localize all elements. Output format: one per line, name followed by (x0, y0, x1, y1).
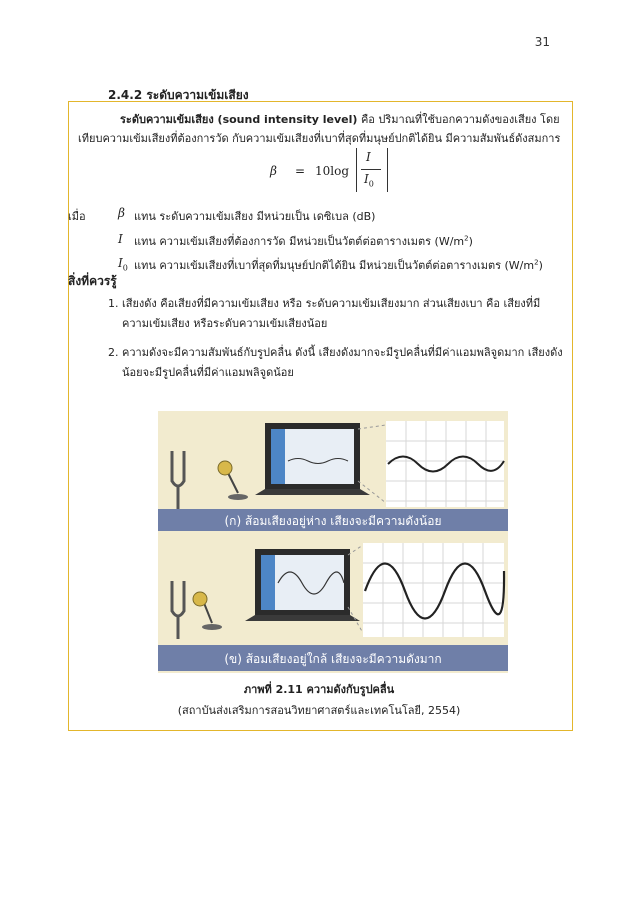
figure-caption-title: ภาพที่ 2.11 ความดังกับรูปคลื่น (243, 683, 395, 696)
def-symbol: I (118, 232, 123, 246)
list-item: 2. ความดังจะมีความสัมพันธ์กับรูปคลื่น ดังนี้ เสียงดังมากจะมีรูปคลื่นที่มีค่าแอมพลิจูดมาก เสียงดังน้อยจะมีรูปคลื่นที่มีค่าแอมพลิจูดน้อย (108, 346, 563, 379)
panel-a (158, 421, 508, 531)
microphone-icon (193, 592, 222, 630)
when-label: เมื่อ (68, 210, 86, 223)
def-text: แทน ความเข้มเสียงที่เบาที่สุดที่มนุษย์ปกติได้ยิน มีหน่วยเป็นวัตต์ต่อตารางเมตร (W/m (134, 259, 535, 272)
intro-paragraph (78, 110, 566, 148)
def-symbol: β (118, 206, 125, 220)
formula-coef: 10log (315, 164, 350, 178)
formula-beta: β (270, 164, 277, 178)
tuning-fork-icon (172, 451, 184, 509)
formula-equals: = (295, 164, 306, 178)
panel-a-caption: (ก) ส้อมเสียงอยู่ห่าง เสียงจะมีความดังน้อย (224, 514, 442, 528)
intro-bold-term: ระดับความเข้มเสียง (sound intensity level) (120, 113, 358, 126)
def-symbol: $I_0$ (118, 256, 128, 273)
figure-caption-source: (สถาบันส่งเสริมการสอนวิทยาศาสตร์และเทคโนโลยี, 2554) (177, 704, 461, 717)
page-number: 31 (534, 35, 550, 49)
section-heading: 2.4.2 ระดับความเข้มเสียง (108, 88, 249, 102)
microphone-icon (218, 461, 248, 500)
formula-numerator: I (366, 150, 371, 164)
should-know-heading: สิ่งที่ควรรู้ (68, 274, 117, 288)
waveform-grid-large (363, 543, 504, 637)
definition-row-i: I แทน ความเข้มเสียงที่ต้องการวัด มีหน่วยเป็นวัตต์ต่อตารางเมตร $(W/m^2)$ (118, 232, 473, 248)
tuning-fork-icon (172, 581, 184, 639)
def-text: แทน ความเข้มเสียงที่ต้องการวัด มีหน่วยเป็นวัตต์ต่อตารางเมตร (W/m (134, 235, 465, 248)
def-text: แทน ระดับความเข้มเสียง มีหน่วยเป็น เดซิเบล (dB) (134, 210, 376, 223)
laptop-icon (255, 423, 370, 495)
formula-fraction-line (361, 169, 381, 170)
panel-b-caption: (ข) ส้อมเสียงอยู่ใกล้ เสียงจะมีความดังมาก (224, 652, 442, 666)
formula-denominator: $I_0$ (364, 172, 374, 189)
definition-row-i0: $I_0$ แทน ความเข้มเสียงที่เบาที่สุดที่มนุษย์ปกติได้ยิน มีหน่วยเป็นวัตต์ต่อตารางเมตร $(W/m^2)$ (118, 256, 543, 273)
list-item: 1. เสียงดัง คือเสียงที่มีความเข้มเสียง หรือ ระดับความเข้มเสียงมาก ส่วนเสียงเบา คือ เสียงที่มีความเข้มเสียง หรือระดับความเข้มเสียงน้อย (108, 297, 541, 330)
laptop-icon (245, 549, 360, 621)
figure-image (158, 411, 508, 673)
intro-text: คือ ปริมาณที่ใช้บอกความดังของเสียง โดยเทียบความเข้มเสียงที่ต้องการวัด กับความเข้มเสียงที่เบาที่สุดที่มนุษย์ปกติได้ยิน มีความสัมพันธ์ดังสมการ (78, 113, 561, 145)
panel-b (158, 543, 508, 671)
waveform-grid-small (386, 421, 504, 507)
figure-illustration (158, 411, 508, 673)
definition-row-beta (68, 206, 376, 225)
formula (270, 148, 390, 196)
